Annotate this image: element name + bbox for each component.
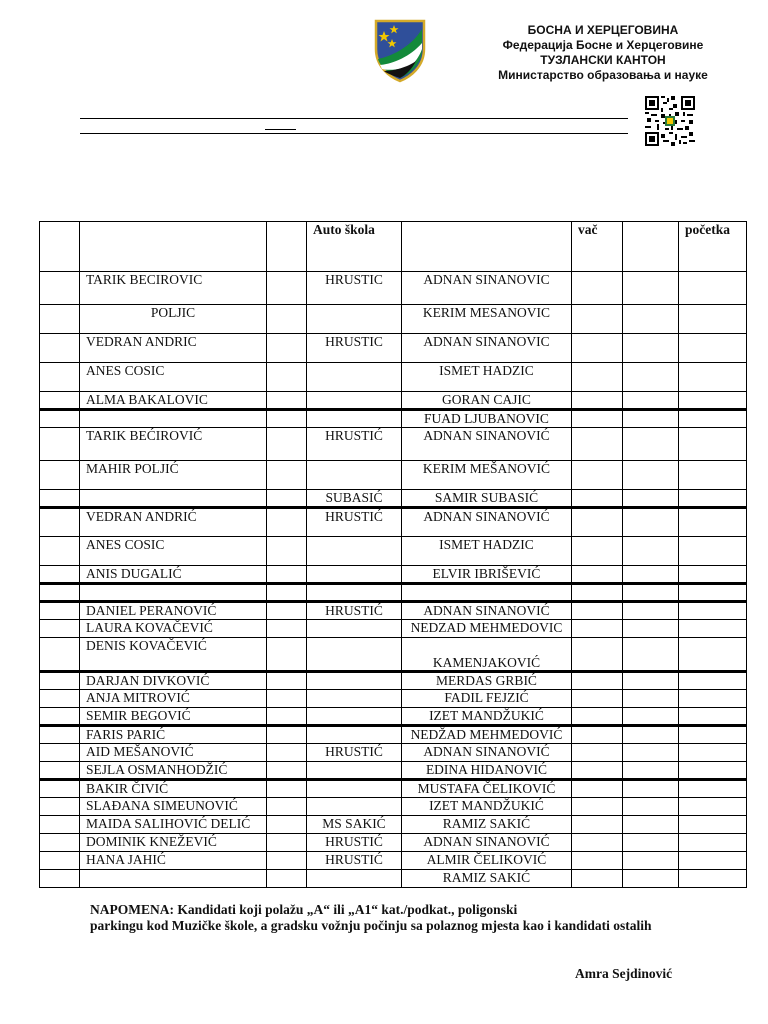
- candidate-name: VEDRAN ANDRIĆ: [80, 508, 267, 537]
- row-index-cell: [40, 537, 80, 566]
- candidate-name: ANES COSIC: [80, 537, 267, 566]
- candidate-name: FARIS PARIĆ: [80, 726, 267, 744]
- driving-school: [307, 305, 402, 334]
- driving-school: [307, 363, 402, 392]
- candidate-name: [80, 410, 267, 428]
- empty-cell: [572, 461, 623, 490]
- empty-cell: [267, 726, 307, 744]
- candidate-name: MAIDA SALIHOVIĆ DELIĆ: [80, 816, 267, 834]
- empty-cell: [572, 537, 623, 566]
- candidate-name: [80, 584, 267, 602]
- empty-cell: [623, 392, 679, 410]
- row-index-cell: [40, 508, 80, 537]
- driving-school: HRUSTIĆ: [307, 602, 402, 620]
- empty-cell: [623, 363, 679, 392]
- row-index-cell: [40, 566, 80, 584]
- empty-cell: [267, 852, 307, 870]
- instructor-name: ALMIR ČELIKOVIĆ: [402, 852, 572, 870]
- driving-school: [307, 392, 402, 410]
- table-row: [40, 602, 747, 620]
- empty-cell: [679, 798, 747, 816]
- empty-cell: [623, 816, 679, 834]
- empty-cell: [679, 690, 747, 708]
- empty-cell: [679, 410, 747, 428]
- empty-cell: [267, 798, 307, 816]
- coat-of-arms-logo: [370, 19, 430, 83]
- empty-cell: [572, 620, 623, 638]
- empty-cell: [623, 690, 679, 708]
- candidate-name: LAURA KOVAČEVIĆ: [80, 620, 267, 638]
- empty-cell: [572, 566, 623, 584]
- empty-cell: [572, 363, 623, 392]
- empty-cell: [267, 305, 307, 334]
- row-index-cell: [40, 798, 80, 816]
- instructor-name: EDINA HIDANOVIĆ: [402, 762, 572, 780]
- instructor-name: ADNAN SINANOVIĆ: [402, 744, 572, 762]
- table-row: [40, 508, 747, 537]
- empty-cell: [623, 852, 679, 870]
- empty-cell: [623, 461, 679, 490]
- instructor-name: NEDŽAD MEHMEDOVIĆ: [402, 726, 572, 744]
- instructor-name: IZET MANDŽUKIĆ: [402, 708, 572, 726]
- driving-school: [307, 461, 402, 490]
- instructor-name: ADNAN SINANOVIC: [402, 272, 572, 305]
- instructor-name: KERIM MEŠANOVIĆ: [402, 461, 572, 490]
- empty-cell: [267, 780, 307, 798]
- empty-cell: [267, 428, 307, 461]
- table-row: [40, 762, 747, 780]
- driving-school: HRUSTIĆ: [307, 852, 402, 870]
- table-row: [40, 272, 747, 305]
- empty-cell: [623, 834, 679, 852]
- empty-cell: [623, 334, 679, 363]
- row-index-cell: [40, 762, 80, 780]
- driving-school: [307, 690, 402, 708]
- empty-cell: [267, 490, 307, 508]
- empty-cell: [679, 834, 747, 852]
- instructor-name: ADNAN SINANOVIC: [402, 334, 572, 363]
- candidates-table: [39, 221, 747, 888]
- empty-cell: [623, 490, 679, 508]
- empty-cell: [679, 272, 747, 305]
- table-row: [40, 638, 747, 672]
- empty-cell: [572, 584, 623, 602]
- driving-school: [307, 584, 402, 602]
- empty-cell: [267, 392, 307, 410]
- empty-cell: [572, 272, 623, 305]
- empty-cell: [572, 816, 623, 834]
- ministry-header: [478, 23, 728, 83]
- driving-school: HRUSTIĆ: [307, 744, 402, 762]
- row-index-cell: [40, 363, 80, 392]
- candidate-name: [80, 870, 267, 888]
- instructor-name: ADNAN SINANOVIĆ: [402, 834, 572, 852]
- candidate-name: SLAĐANA SIMEUNOVIĆ: [80, 798, 267, 816]
- empty-cell: [267, 762, 307, 780]
- empty-cell: [572, 726, 623, 744]
- table-row: [40, 870, 747, 888]
- row-index-cell: [40, 816, 80, 834]
- table-row: [40, 708, 747, 726]
- table-row: [40, 428, 747, 461]
- row-index-cell: [40, 834, 80, 852]
- header-cell: [623, 222, 679, 272]
- candidate-name: HANA JAHIĆ: [80, 852, 267, 870]
- note-line-2: parkingu kod Muzičke škole, a gradsku vožnju počinju sa polaznog mjesta kao i kandidati ostalih: [90, 918, 652, 933]
- table-row: [40, 744, 747, 762]
- empty-cell: [572, 638, 623, 672]
- table-row: [40, 334, 747, 363]
- row-index-cell: [40, 392, 80, 410]
- empty-cell: [679, 870, 747, 888]
- row-index-cell: [40, 602, 80, 620]
- empty-cell: [679, 428, 747, 461]
- note-block: [90, 902, 730, 934]
- empty-cell: [267, 334, 307, 363]
- empty-cell: [679, 584, 747, 602]
- row-index-cell: [40, 690, 80, 708]
- header-rule-top: [80, 118, 628, 119]
- note-line-1: NAPOMENA: Kandidati koji polažu „A“ ili „A1“ kat./podkat., poligonski: [90, 902, 518, 917]
- candidate-name: DENIS KOVAČEVIĆ: [80, 638, 267, 672]
- empty-cell: [267, 638, 307, 672]
- instructor-name: ADNAN SINANOVIĆ: [402, 428, 572, 461]
- driving-school: [307, 726, 402, 744]
- table-row: [40, 780, 747, 798]
- driving-school: [307, 672, 402, 690]
- empty-cell: [267, 363, 307, 392]
- instructor-name: ADNAN SINANOVIĆ: [402, 602, 572, 620]
- empty-cell: [623, 798, 679, 816]
- header-auto-skola: Auto škola: [307, 222, 402, 272]
- row-index-cell: [40, 461, 80, 490]
- driving-school: [307, 410, 402, 428]
- row-index-cell: [40, 852, 80, 870]
- empty-cell: [679, 392, 747, 410]
- empty-cell: [623, 726, 679, 744]
- header-ministry: Министарство образовања и науке: [498, 68, 708, 82]
- empty-cell: [623, 410, 679, 428]
- header-vac: vač: [572, 222, 623, 272]
- table-row: [40, 392, 747, 410]
- candidate-name: DARJAN DIVKOVIĆ: [80, 672, 267, 690]
- candidate-name: ALMA BAKALOVIC: [80, 392, 267, 410]
- candidate-name: ANJA MITROVIĆ: [80, 690, 267, 708]
- table-row: [40, 584, 747, 602]
- empty-cell: [267, 272, 307, 305]
- header-pocetka: početka: [679, 222, 747, 272]
- table-row: [40, 834, 747, 852]
- empty-cell: [572, 410, 623, 428]
- row-index-cell: [40, 410, 80, 428]
- empty-cell: [267, 584, 307, 602]
- header-cell: [40, 222, 80, 272]
- driving-school: MS SAKIĆ: [307, 816, 402, 834]
- empty-cell: [572, 852, 623, 870]
- candidate-name: DOMINIK KNEŽEVIĆ: [80, 834, 267, 852]
- driving-school: HRUSTIC: [307, 334, 402, 363]
- row-index-cell: [40, 726, 80, 744]
- empty-cell: [679, 620, 747, 638]
- table-row: [40, 490, 747, 508]
- candidate-name: [80, 490, 267, 508]
- empty-cell: [572, 672, 623, 690]
- empty-cell: [679, 816, 747, 834]
- empty-cell: [572, 690, 623, 708]
- driving-school: HRUSTIĆ: [307, 508, 402, 537]
- candidate-name: BAKIR ČIVIĆ: [80, 780, 267, 798]
- empty-cell: [572, 744, 623, 762]
- row-index-cell: [40, 620, 80, 638]
- driving-school: [307, 620, 402, 638]
- header-federation: Федерација Босне и Херцеговине: [502, 38, 704, 52]
- table-row: [40, 537, 747, 566]
- empty-cell: [267, 566, 307, 584]
- driving-school: [307, 780, 402, 798]
- table-row: [40, 852, 747, 870]
- candidate-name: MAHIR POLJIĆ: [80, 461, 267, 490]
- empty-cell: [623, 620, 679, 638]
- empty-cell: [267, 537, 307, 566]
- empty-cell: [267, 816, 307, 834]
- empty-cell: [679, 708, 747, 726]
- empty-cell: [267, 672, 307, 690]
- empty-cell: [267, 870, 307, 888]
- driving-school: [307, 708, 402, 726]
- instructor-name: ISMET HADZIC: [402, 363, 572, 392]
- driving-school: [307, 537, 402, 566]
- empty-cell: [679, 726, 747, 744]
- row-index-cell: [40, 334, 80, 363]
- empty-cell: [679, 461, 747, 490]
- row-index-cell: [40, 672, 80, 690]
- empty-cell: [572, 490, 623, 508]
- table-row: [40, 305, 747, 334]
- empty-cell: [572, 602, 623, 620]
- empty-cell: [267, 708, 307, 726]
- candidate-name: TARIK BEĆIROVIĆ: [80, 428, 267, 461]
- row-index-cell: [40, 305, 80, 334]
- header-rule-short: [265, 129, 296, 130]
- candidate-name: POLJIC: [80, 305, 267, 334]
- empty-cell: [267, 744, 307, 762]
- empty-cell: [572, 870, 623, 888]
- empty-cell: [267, 620, 307, 638]
- instructor-name: RAMIZ SAKIĆ: [402, 816, 572, 834]
- instructor-name: IZET MANDŽUKIĆ: [402, 798, 572, 816]
- empty-cell: [623, 638, 679, 672]
- header-cell: [80, 222, 267, 272]
- candidate-name: DANIEL PERANOVIĆ: [80, 602, 267, 620]
- instructor-name: ELVIR IBRIŠEVIĆ: [402, 566, 572, 584]
- empty-cell: [679, 852, 747, 870]
- empty-cell: [267, 834, 307, 852]
- empty-cell: [572, 780, 623, 798]
- empty-cell: [623, 708, 679, 726]
- table-row: [40, 726, 747, 744]
- table-row: [40, 690, 747, 708]
- driving-school: [307, 638, 402, 672]
- empty-cell: [679, 602, 747, 620]
- empty-cell: [623, 428, 679, 461]
- candidate-name: SEMIR BEGOVIĆ: [80, 708, 267, 726]
- empty-cell: [572, 334, 623, 363]
- empty-cell: [267, 508, 307, 537]
- candidate-name: SEJLA OSMANHODŽIĆ: [80, 762, 267, 780]
- empty-cell: [572, 708, 623, 726]
- instructor-name: MUSTAFA ČELIKOVIĆ: [402, 780, 572, 798]
- empty-cell: [267, 410, 307, 428]
- driving-school: [307, 566, 402, 584]
- empty-cell: [572, 428, 623, 461]
- driving-school: HRUSTIĆ: [307, 428, 402, 461]
- empty-cell: [267, 690, 307, 708]
- instructor-name: KERIM MESANOVIC: [402, 305, 572, 334]
- empty-cell: [623, 780, 679, 798]
- empty-cell: [572, 508, 623, 537]
- empty-cell: [572, 834, 623, 852]
- instructor-name: SAMIR SUBASIĆ: [402, 490, 572, 508]
- empty-cell: [679, 762, 747, 780]
- header-cell: [267, 222, 307, 272]
- table-row: [40, 566, 747, 584]
- instructor-name: FADIL FEJZIĆ: [402, 690, 572, 708]
- candidate-name: ANES COSIC: [80, 363, 267, 392]
- header-cell: [402, 222, 572, 272]
- table-row: [40, 816, 747, 834]
- driving-school: [307, 798, 402, 816]
- table-row: [40, 410, 747, 428]
- empty-cell: [679, 672, 747, 690]
- instructor-name: RAMIZ SAKIĆ: [402, 870, 572, 888]
- empty-cell: [679, 305, 747, 334]
- empty-cell: [679, 638, 747, 672]
- empty-cell: [679, 334, 747, 363]
- empty-cell: [623, 744, 679, 762]
- empty-cell: [623, 584, 679, 602]
- empty-cell: [679, 537, 747, 566]
- signature: Amra Sejdinović: [575, 966, 673, 981]
- empty-cell: [623, 762, 679, 780]
- empty-cell: [572, 392, 623, 410]
- instructor-name: KAMENJAKOVIĆ: [402, 638, 572, 672]
- driving-school: SUBASIĆ: [307, 490, 402, 508]
- table-row: [40, 461, 747, 490]
- row-index-cell: [40, 490, 80, 508]
- instructor-name: ISMET HADZIC: [402, 537, 572, 566]
- table-header-row: [40, 222, 747, 272]
- row-index-cell: [40, 272, 80, 305]
- instructor-name: FUAD LJUBANOVIC: [402, 410, 572, 428]
- instructor-name: ADNAN SINANOVIĆ: [402, 508, 572, 537]
- row-index-cell: [40, 708, 80, 726]
- table-row: [40, 620, 747, 638]
- empty-cell: [679, 490, 747, 508]
- candidate-name: ANIS DUGALIĆ: [80, 566, 267, 584]
- empty-cell: [679, 780, 747, 798]
- driving-school: HRUSTIC: [307, 272, 402, 305]
- candidate-name: VEDRAN ANDRIC: [80, 334, 267, 363]
- empty-cell: [679, 566, 747, 584]
- driving-school: [307, 762, 402, 780]
- row-index-cell: [40, 744, 80, 762]
- empty-cell: [623, 305, 679, 334]
- driving-school: HRUSTIĆ: [307, 834, 402, 852]
- empty-cell: [623, 508, 679, 537]
- instructor-name: [402, 584, 572, 602]
- empty-cell: [679, 744, 747, 762]
- empty-cell: [623, 537, 679, 566]
- instructor-name: GORAN CAJIC: [402, 392, 572, 410]
- empty-cell: [572, 798, 623, 816]
- candidate-name: AID MEŠANOVIĆ: [80, 744, 267, 762]
- row-index-cell: [40, 870, 80, 888]
- instructor-name: NEDZAD MEHMEDOVIC: [402, 620, 572, 638]
- empty-cell: [623, 602, 679, 620]
- candidate-name: TARIK BECIROVIC: [80, 272, 267, 305]
- empty-cell: [267, 602, 307, 620]
- table-row: [40, 798, 747, 816]
- empty-cell: [572, 762, 623, 780]
- empty-cell: [679, 363, 747, 392]
- table-row: [40, 363, 747, 392]
- driving-school: [307, 870, 402, 888]
- row-index-cell: [40, 428, 80, 461]
- empty-cell: [623, 566, 679, 584]
- row-index-cell: [40, 780, 80, 798]
- row-index-cell: [40, 638, 80, 672]
- empty-cell: [267, 461, 307, 490]
- qr-code: [645, 96, 695, 146]
- empty-cell: [623, 272, 679, 305]
- table-row: [40, 672, 747, 690]
- header-country: БОСНА И ХЕРЦЕГОВИНА: [527, 23, 679, 37]
- empty-cell: [679, 508, 747, 537]
- instructor-name: MERDAS GRBIĆ: [402, 672, 572, 690]
- row-index-cell: [40, 584, 80, 602]
- header-rule-bottom: [80, 133, 628, 134]
- header-canton: ТУЗЛАНСКИ КАНТОН: [540, 53, 666, 67]
- empty-cell: [623, 672, 679, 690]
- empty-cell: [623, 870, 679, 888]
- empty-cell: [572, 305, 623, 334]
